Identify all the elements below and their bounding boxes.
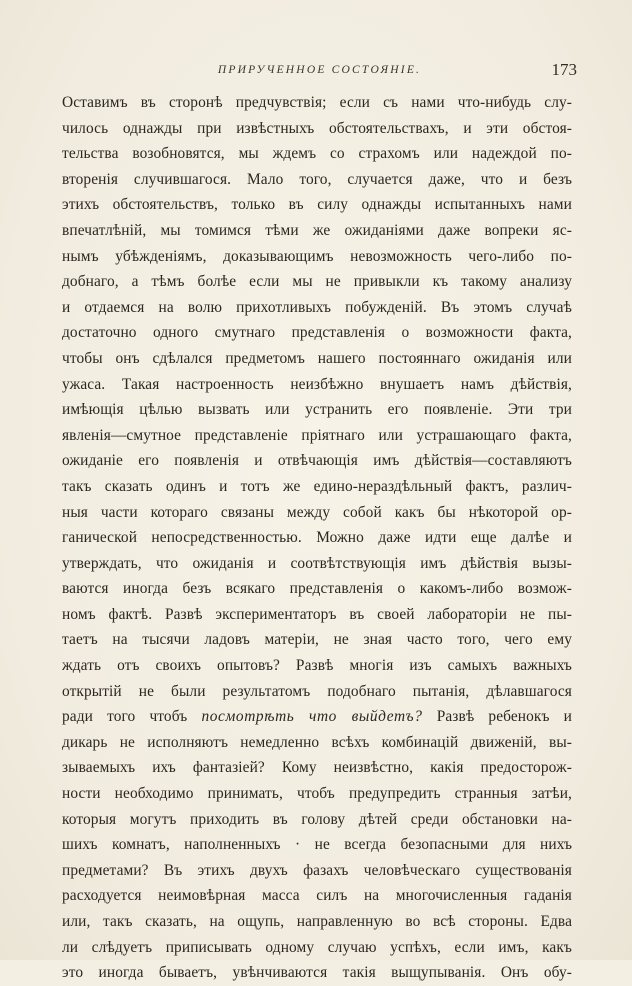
body-text (62, 90, 572, 986)
text-line: ныя части котораго связаны между собой какъ бы нѣкоторой ор- (62, 503, 572, 521)
text-line: достаточно одного смутнаго представленія о возможности факта, (62, 324, 572, 342)
running-title: ПРИРУЧЕННОЕ СОСТОЯНІЕ. (217, 64, 422, 76)
text-line: ваются иногда безъ всякаго представленія о какомъ-либо возмож- (62, 580, 572, 598)
text-line: этихъ обстоятельствъ, только въ силу однажды испытанныхъ нами (62, 196, 572, 214)
text-line (62, 704, 572, 730)
text-line: предметами? Въ этихъ двухъ фазахъ человѣческаго существованія (62, 861, 572, 879)
text-line: ожиданіе его появленія и отвѣчающія имъ дѣйствія—составляютъ (62, 452, 572, 470)
text-line: зываемыхъ ихъ фантазіей? Кому неизвѣстно, какія предосторож- (62, 759, 572, 777)
text-line: Оставимъ въ сторонѣ предчувствія; если съ нами что-нибудь слу- (62, 94, 572, 111)
text-line: расходуется неимовѣрная масса силъ на многочисленныя гаданія (62, 887, 572, 905)
text-line: чтобы онъ сдѣлался предметомъ нашего постояннаго ожиданія или (62, 349, 572, 367)
text-line: или, такъ сказать, на ощупь, направленную во всѣ стороны. Едва (62, 913, 572, 930)
text-line: ужаса. Такая настроенность неизбѣжно внушаетъ намъ дѣйствія, (62, 375, 572, 393)
emphasized-phrase: посмотрѣть что выйдетъ? (201, 708, 423, 726)
text-line: и отдаемся на волю прихотливыхъ побужденій. Въ этомъ случаѣ (62, 298, 572, 316)
text-line: чилось однажды при извѣстныхъ обстоятельствахъ, и эти обстоя- (62, 119, 572, 137)
text-line: таетъ на тысячи ладовъ матеріи, не зная часто того, чего ему (62, 631, 572, 649)
text-line: ждать отъ своихъ опытовъ? Развѣ многія изъ самыхъ важныхъ (62, 657, 572, 675)
text-line: ли слѣдуетъ приписывать одному случаю успѣхъ, если имъ, какъ (62, 938, 572, 956)
text-line: явленія—смутное представленіе пріятнаго или устрашающаго факта, (62, 426, 572, 444)
text-line: впечатлѣній, мы томимся тѣми же ожиданіями даже вопреки яс- (62, 221, 572, 239)
page-header (62, 60, 577, 84)
text-line: тельства возобновятся, мы ждемъ со страхомъ или надеждой по- (62, 145, 572, 163)
text-line: дикарь не исполняютъ немедленно всѣхъ комбинацій движеній, вы- (62, 733, 572, 751)
text-line: нымъ убѣжденіямъ, доказывающимъ невозможность чего-либо по- (62, 247, 572, 265)
text-line: добнаго, а тѣмъ болѣе если мы не привыкли къ такому анализу (62, 273, 572, 291)
text-line: ности необходимо принимать, чтобъ предупредить странныя затѣи, (62, 785, 572, 803)
text-line: вторенія случившагося. Мало того, случается даже, что и безъ (62, 170, 572, 188)
page-number: 173 (551, 60, 577, 79)
text-line: номъ фактѣ. Развѣ экспериментаторъ въ своей лабораторіи не пы- (62, 605, 572, 623)
text-segment: ради того чтобъ (62, 708, 202, 726)
text-line: открытій не были результатомъ подобнаго пытанія, дѣлавшагося (62, 682, 572, 700)
text-line: шихъ комнатъ, наполненныхъ · не всегда безопасными для нихъ (62, 836, 572, 854)
text-line: ганической непосредственностью. Можно даже идти еще далѣе и (62, 529, 572, 547)
text-line: это иногда бываетъ, увѣнчиваются такія выщупыванія. Онъ обу- (62, 964, 572, 982)
text-line: имѣющія цѣлью вызвать или устранить его появленіе. Эти три (62, 401, 572, 419)
text-line: такъ сказать одинъ и тотъ же едино-нераздѣльный фактъ, различ- (62, 477, 572, 495)
text-line: утверждать, что ожиданія и соотвѣтствующія имъ дѣйствія вызы- (62, 554, 572, 572)
text-line: которыя могутъ приходить въ голову дѣтей среди обстановки на- (62, 810, 572, 828)
text-segment: Развѣ ребенокъ и (422, 708, 572, 726)
